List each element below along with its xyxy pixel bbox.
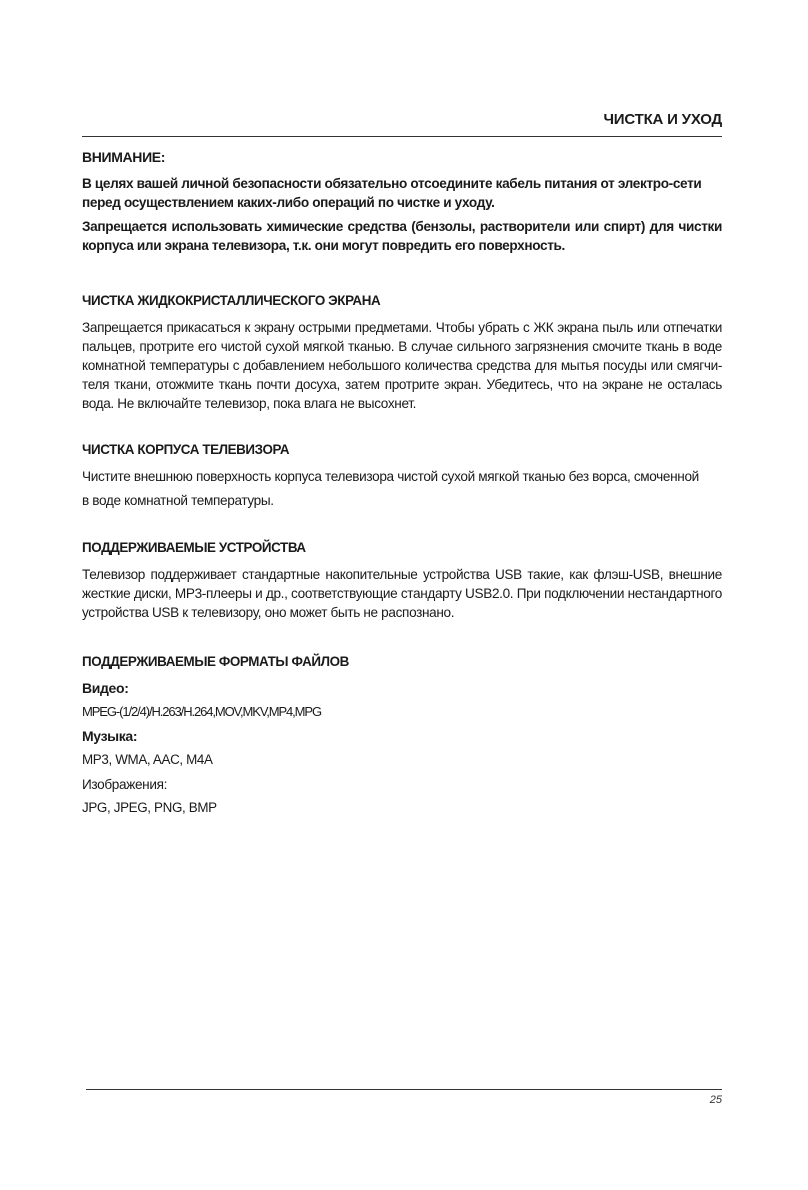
section-title: ЧИСТКА И УХОД <box>603 111 722 128</box>
supported-devices-heading: ПОДДЕРЖИВАЕМЫЕ УСТРОЙСТВА <box>82 540 306 555</box>
image-formats: JPG, JPEG, PNG, BMP <box>82 800 217 815</box>
lcd-cleaning-heading: ЧИСТКА ЖИДКОКРИСТАЛЛИЧЕСКОГО ЭКРАНА <box>82 293 381 308</box>
lcd-cleaning-section <box>82 291 722 413</box>
footer-divider <box>86 1089 722 1090</box>
supported-formats-heading: ПОДДЕРЖИВАЕМЫЕ ФОРМАТЫ ФАЙЛОВ <box>82 654 349 669</box>
warning-paragraph-power: В целях вашей личной безопасности обязательно отсоедините кабель питания от электро-сети перед осуществлением каких-либо операций по чистке и уходу. <box>82 176 702 210</box>
page-number: 25 <box>709 1094 722 1106</box>
lcd-cleaning-text: Запрещается прикасаться к экрану острыми предметами. Чтобы убрать с ЖК экрана пыль или отпечатки пальцев, протрите его чистой сухой мягкой тканью. В случае сильного загрязнения смочите ткань в воде комнатной температуры с добавлением небольшого количества средства для мытья посуды или смягчи-теля ткани, отожмите ткань почти досуха, затем протрите экран. Убедитесь, что на экране не осталась вода. Не включайте телевизор, пока влага не высохнет. <box>82 320 722 411</box>
header-divider <box>82 136 722 137</box>
supported-devices-section <box>82 538 722 622</box>
body-cleaning-heading: ЧИСТКА КОРПУСА ТЕЛЕВИЗОРА <box>82 442 290 457</box>
page-content <box>82 148 722 823</box>
video-formats: MPEG-(1/2/4)/H.263/H.264,MOV,MKV,MP4,MPG <box>82 704 321 719</box>
music-formats: MP3, WMA, AAC, M4A <box>82 752 213 767</box>
warning-paragraph-chemicals: Запрещается использовать химические средства (бензолы, растворители или спирт) для чистки корпуса или экрана телевизора, т.к. они могут повредить его поверхность. <box>82 219 722 253</box>
warning-block <box>82 148 722 255</box>
body-cleaning-line-2: в воде комнатной температуры. <box>82 493 274 508</box>
music-label: Музыка: <box>82 728 138 744</box>
supported-devices-text: Телевизор поддерживает стандартные накопительные устройства USB такие, как флэш-USB, внешние жесткие диски, MP3-плееры и др., соответствующие стандарту USB2.0. При подключении нестандартного устройства USB к телевизору, оно может быть не распознано. <box>82 567 722 620</box>
body-cleaning-section <box>82 440 722 510</box>
supported-formats-section <box>82 652 722 817</box>
body-cleaning-line-1: Чистите внешнюю поверхность корпуса телевизора чистой сухой мягкой тканью без ворса, смоченной <box>82 469 699 484</box>
warning-heading: ВНИМАНИЕ: <box>82 149 166 165</box>
images-label: Изображения: <box>82 777 168 792</box>
video-label: Видео: <box>82 680 129 696</box>
